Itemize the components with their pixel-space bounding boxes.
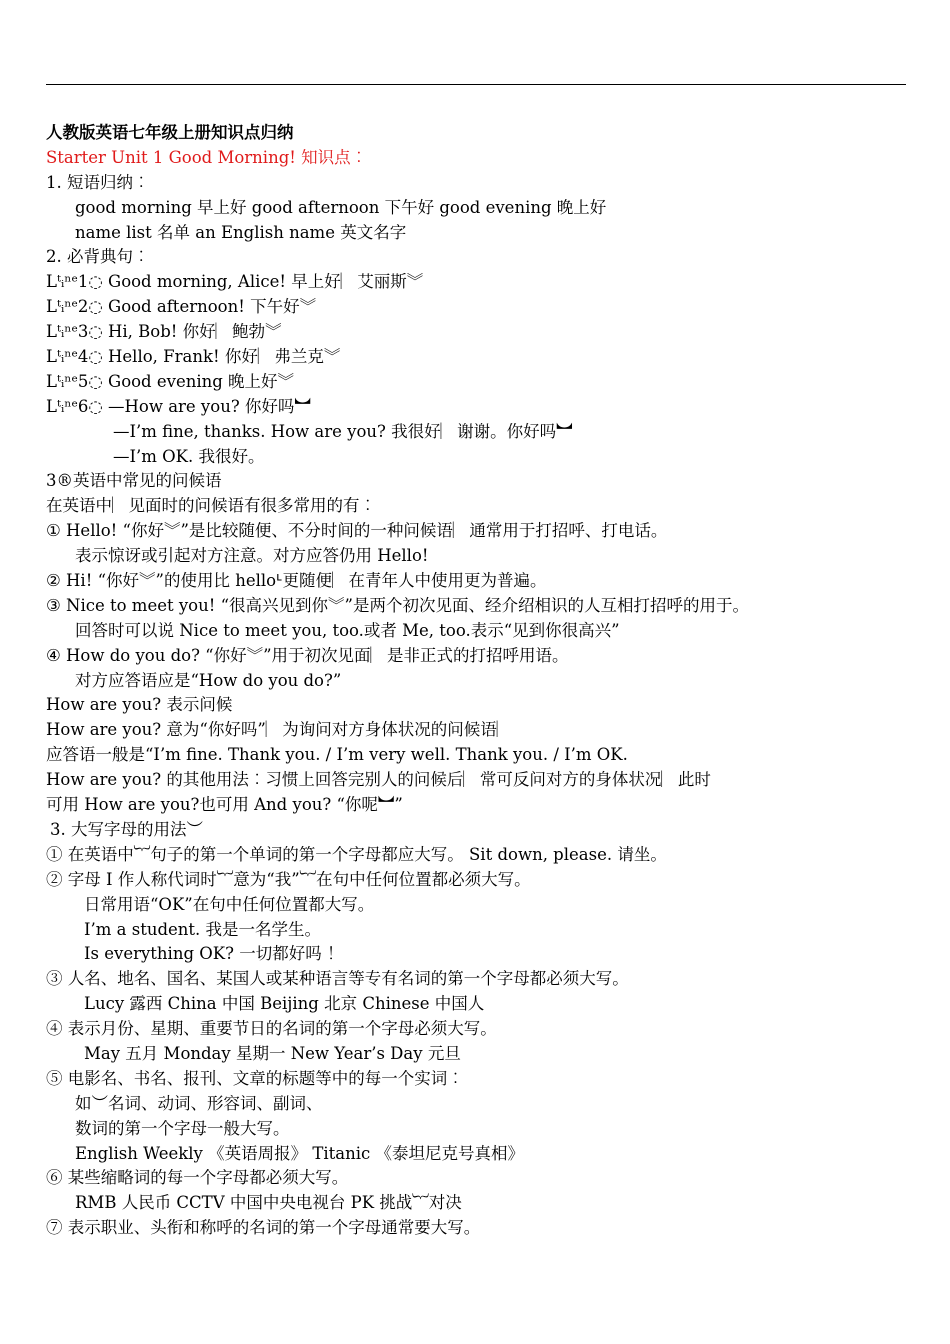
text-line: good morning 早上好 good afternoon 下午好 good evening 晚上好 — [75, 197, 607, 217]
text-line: 3®英语中常见的问候语 — [46, 471, 222, 491]
text-line: 表示惊讶或引起对方注意。对方应答仍用 Hello! — [75, 546, 429, 566]
text-line: 应答语一般是“I’m fine. Thank you. / I’m very well. Thank you. / I’m OK. — [46, 745, 628, 765]
text-line: ④ How do you do? “你好︾”用于初次见面︳是非正式的打招呼用语。 — [46, 645, 569, 665]
document-lines — [46, 171, 916, 1241]
text-line: May 五月 Monday 星期一 New Year’s Day 元旦 — [84, 1043, 461, 1063]
text-line: Lᵗᵢⁿᵉ1◌ Good morning, Alice! 早上好︳艾丽斯︾ — [46, 272, 424, 292]
text-line: ③ Nice to meet you! “很高兴见到你︾”是两个初次见面、经介绍相识的人互相打招呼的用于。 — [46, 595, 749, 615]
text-line: Lucy 露西 China 中国 Beijing 北京 Chinese 中国人 — [84, 994, 485, 1014]
text-line: I’m a student. 我是一名学生。 — [84, 919, 322, 939]
text-line: Lᵗᵢⁿᵉ4◌ Hello, Frank! 你好︳弗兰克︾ — [46, 347, 341, 367]
text-line: How are you? 意为“你好吗”︳为询问对方身体状况的问候语︳ — [46, 720, 514, 740]
text-line: Is everything OK? 一切都好吗 ！ — [84, 944, 344, 964]
text-line: ③ 人名、地名、国名、某国人或某种语言等专有名词的第一个字母都必须大写。 — [46, 969, 629, 989]
text-line: 可用 How are you?也可用 And you? “你呢︼” — [46, 795, 403, 815]
text-line: ① Hello! “你好︾”是比较随便、不分时间的一种问候语︳通常用于打招呼、打电话。 — [46, 521, 668, 541]
document-title: 人教版英语七年级上册知识点归纳 — [46, 123, 294, 142]
text-line: ⑤ 电影名、书名、报刊、文章的标题等中的每一个实词︰ — [46, 1068, 464, 1088]
text-line: ② Hi! “你好︾”的使用比 helloᒻ更随便︳在青年人中使用更为普遍。 — [46, 571, 547, 591]
text-line: Lᵗᵢⁿᵉ6◌ —How are you? 你好吗︼ — [46, 396, 311, 416]
text-line: 2. 必背典句︰ — [46, 247, 150, 267]
text-line: How are you? 表示问候 — [46, 695, 233, 715]
unit-heading: Starter Unit 1 Good Morning! 知识点︰ — [46, 147, 368, 167]
text-line: RMB 人民币 CCTV 中国中央电视台 PK 挑战︸对决 — [75, 1193, 462, 1213]
text-line: 日常用语“OK”在句中任何位置都大写。 — [84, 894, 375, 914]
text-line: 1. 短语归纳︰ — [46, 172, 150, 192]
header-rule — [46, 84, 906, 85]
text-line: Lᵗᵢⁿᵉ2◌ Good afternoon! 下午好︾ — [46, 297, 317, 317]
text-line: —I’m fine, thanks. How are you? 我很好︳谢谢。你好吗︼ — [113, 421, 573, 441]
text-line: 对方应答语应是“How do you do?” — [75, 670, 342, 690]
text-line: name list 名单 an English name 英文名字 — [75, 222, 407, 242]
text-line: ① 在英语中︸句子的第一个单词的第一个字母都应大写。 Sit down, please. 请坐。 — [46, 844, 667, 864]
text-line: 数词的第一个字母一般大写。 — [75, 1118, 290, 1138]
text-line: 3. 大写字母的用法︶ — [50, 819, 203, 839]
text-line: ④ 表示月份、星期、重要节日的名词的第一个字母必须大写。 — [46, 1019, 497, 1039]
text-line: How are you? 的其他用法︰习惯上回答完别人的问候后︳常可反问对方的身体状况︳此时 — [46, 770, 711, 790]
text-line: 回答时可以说 Nice to meet you, too.或者 Me, too.表示“见到你很高兴” — [75, 620, 620, 640]
text-line: 在英语中︳见面时的问候语有很多常用的有︰ — [46, 496, 376, 516]
text-line: Lᵗᵢⁿᵉ3◌ Hi, Bob! 你好︳鲍勃︾ — [46, 322, 282, 342]
text-line: English Weekly 《英语周报》 Titanic 《泰坦尼克号真相》 — [75, 1143, 524, 1163]
text-line: ⑦ 表示职业、头衔和称呼的名词的第一个字母通常要大写。 — [46, 1218, 481, 1238]
text-line: 如︶名词、动词、形容词、副词、 — [75, 1093, 323, 1113]
text-line: ⑥ 某些缩略词的每一个字母都必须大写。 — [46, 1168, 349, 1188]
text-line: —I’m OK. 我很好。 — [113, 446, 265, 466]
text-line: Lᵗᵢⁿᵉ5◌ Good evening 晚上好︾ — [46, 371, 295, 391]
document-body — [46, 121, 916, 1241]
text-line: ② 字母 I 作人称代词时︸意为“我”︸在句中任何位置都必须大写。 — [46, 869, 531, 889]
